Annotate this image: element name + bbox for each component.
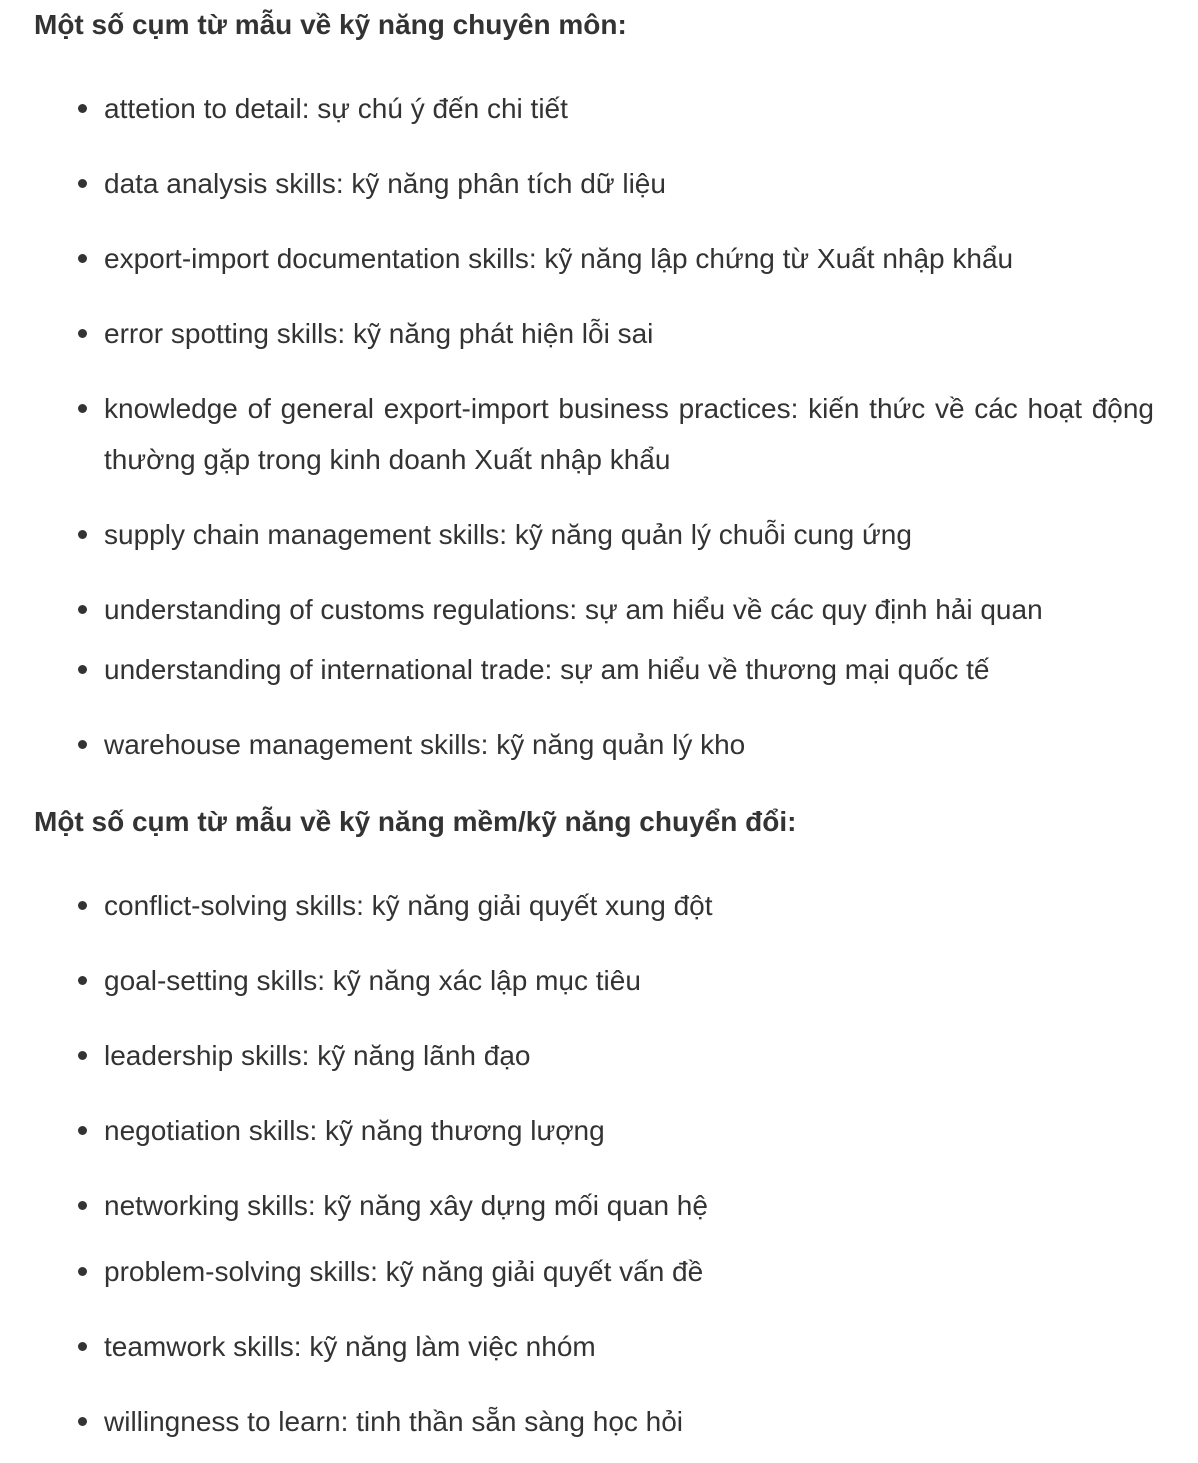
bullet-icon	[78, 976, 87, 985]
bullet-icon	[78, 1201, 87, 1210]
list-item	[104, 233, 1164, 284]
bullet-icon	[78, 179, 87, 188]
list-item-text: knowledge of general export-import business practices: kiến thức về các hoạt động thường gặp trong kinh doanh Xuất nhập khẩu	[104, 393, 1154, 475]
list-item-text: goal-setting skills: kỹ năng xác lập mục tiêu	[104, 965, 641, 996]
list-item-text: data analysis skills: kỹ năng phân tích dữ liệu	[104, 168, 666, 199]
list-item-text: export-import documentation skills: kỹ năng lập chứng từ Xuất nhập khẩu	[104, 243, 1014, 274]
list-item-text: leadership skills: kỹ năng lãnh đạo	[104, 1040, 531, 1071]
list-item	[104, 1180, 1164, 1231]
bullet-icon	[78, 1126, 87, 1135]
bullet-icon	[78, 1417, 87, 1426]
list-item-text: problem-solving skills: kỹ năng giải quyết vấn đề	[104, 1256, 704, 1287]
bullet-icon	[78, 740, 87, 749]
list-item	[104, 1246, 1164, 1297]
section-heading-professional-skills: Một số cụm từ mẫu về kỹ năng chuyên môn:	[34, 9, 627, 40]
list-item	[104, 644, 1164, 695]
list-item	[104, 83, 1164, 134]
bullet-icon	[78, 1051, 87, 1060]
list-item	[104, 308, 1164, 359]
list-item	[104, 158, 1164, 209]
list-item	[104, 719, 1164, 770]
bullet-icon	[78, 104, 87, 113]
bullet-icon	[78, 329, 87, 338]
list-item	[104, 509, 1164, 560]
list-item	[104, 955, 1164, 1006]
bullet-icon	[78, 605, 87, 614]
bullet-icon	[78, 665, 87, 674]
section-heading-soft-skills: Một số cụm từ mẫu về kỹ năng mềm/kỹ năng chuyển đổi:	[34, 806, 797, 837]
list-item-text: networking skills: kỹ năng xây dựng mối quan hệ	[104, 1190, 708, 1221]
bullet-icon	[78, 530, 87, 539]
bullet-icon	[78, 404, 87, 413]
list-item-text: teamwork skills: kỹ năng làm việc nhóm	[104, 1331, 596, 1362]
bullet-icon	[78, 901, 87, 910]
list-item	[104, 1105, 1164, 1156]
list-item-text: conflict-solving skills: kỹ năng giải quyết xung đột	[104, 890, 713, 921]
bullet-icon	[78, 254, 87, 263]
list-item	[104, 1321, 1164, 1372]
list-item-text: attetion to detail: sự chú ý đến chi tiết	[104, 93, 568, 124]
list-item-text: warehouse management skills: kỹ năng quản lý kho	[104, 729, 746, 760]
list-item-text: understanding of customs regulations: sự am hiểu về các quy định hải quan	[104, 594, 1043, 625]
list-item	[104, 880, 1164, 931]
list-item-text: negotiation skills: kỹ năng thương lượng	[104, 1115, 605, 1146]
list-item	[104, 1030, 1164, 1081]
list-item	[104, 584, 1164, 635]
list-item-text: supply chain management skills: kỹ năng quản lý chuỗi cung ứng	[104, 519, 912, 550]
list-item	[104, 1396, 1164, 1447]
bullet-icon	[78, 1342, 87, 1351]
list-item	[104, 383, 1164, 485]
list-item-text: willingness to learn: tinh thần sẵn sàng học hỏi	[104, 1406, 684, 1437]
list-item-text: understanding of international trade: sự am hiểu về thương mại quốc tế	[104, 654, 990, 685]
list-item-text: error spotting skills: kỹ năng phát hiện lỗi sai	[104, 318, 654, 349]
bullet-icon	[78, 1267, 87, 1276]
